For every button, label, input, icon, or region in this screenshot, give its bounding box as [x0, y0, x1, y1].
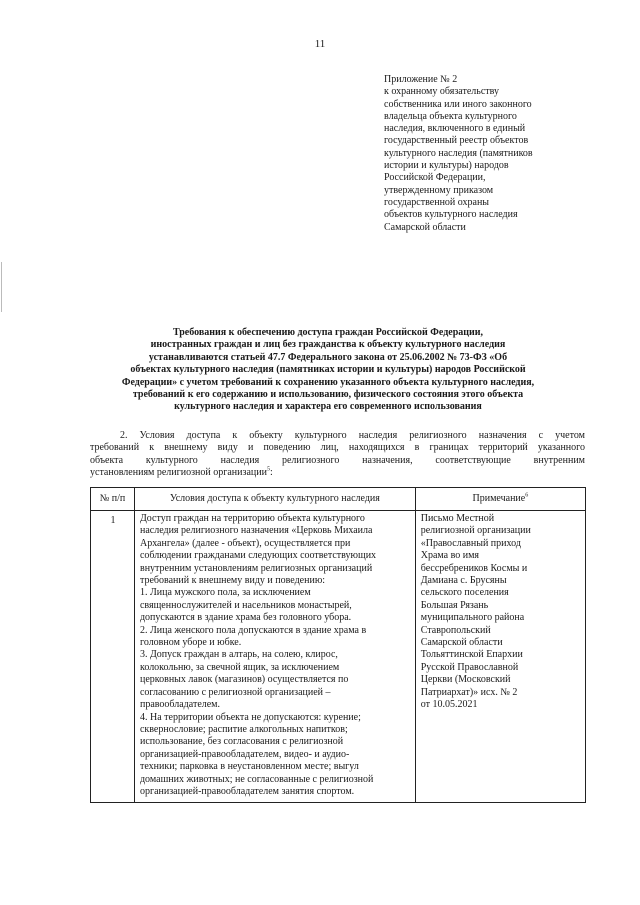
paragraph-line-text: требований к внешнему виду и поведению лиц, находящихся в границах территорий указанного — [90, 442, 585, 454]
condition-line: согласованию с религиозной организацией – — [139, 686, 331, 698]
appendix-line: собственника или иного законного — [384, 98, 532, 110]
note-line: религиозной организации — [420, 525, 531, 537]
paragraph-line — [90, 442, 585, 454]
appendix-line: утвержденному приказом — [384, 184, 494, 196]
row-note — [416, 511, 585, 716]
heading-line: устанавливаются статьей 47.7 Федерального закона от 25.06.2002 № 73-ФЗ «Об — [148, 351, 508, 363]
condition-line: соблюдении гражданами следующих соответствующих — [139, 550, 377, 562]
appendix-line: объектов культурного наследия — [384, 209, 518, 221]
header-note — [415, 488, 585, 511]
condition-line: 4. На территории объекта не допускаются: курение; — [139, 711, 361, 723]
paragraph-line — [90, 467, 585, 479]
condition-line: 1. Лица мужского пола, за исключением — [139, 587, 311, 599]
heading-line: иностранных граждан и лиц без гражданства к объекту культурного наследия — [150, 339, 506, 351]
appendix-line: к охранному обязательству — [384, 86, 500, 98]
appendix-line: государственной охраны — [384, 196, 490, 208]
paragraph-line-text: 2. Условия доступа к объекту культурного наследия религиозного назначения с учетом — [120, 430, 585, 441]
condition-line: внутренним установлениям религиозных организаций — [139, 562, 373, 574]
appendix-line: Самарской области — [384, 221, 466, 233]
paragraph-line-text: установлениям религиозной организации — [90, 467, 267, 479]
header-note-footnote: 6 — [525, 492, 529, 499]
note-line: Тольяттинской Епархии — [420, 649, 523, 661]
appendix-line: Российской Федерации, — [384, 172, 486, 184]
paragraph-end: : — [269, 467, 273, 479]
page-number: 11 — [314, 38, 326, 50]
appendix-line: истории и культуры) народов — [384, 160, 509, 172]
appendix-line: наследия, включенного в единый — [384, 123, 526, 135]
condition-line: церковных лавок (магазинов) осуществляется по — [139, 674, 349, 686]
paragraph-footnote: 5 — [266, 466, 270, 473]
table-header-row — [91, 488, 586, 511]
condition-line: требований к внешнему виду и поведению: — [139, 575, 326, 587]
condition-line: использование, без согласования с религиозной — [139, 736, 344, 748]
heading-line: культурного наследия и характера его современного использования — [174, 401, 482, 413]
condition-line: Доступ граждан на территорию объекта культурного — [139, 513, 365, 524]
paragraph-line-text: объекта культурного наследия религиозного назначения, соответствующие внутренним — [90, 454, 585, 466]
heading-line: Требования к обеспечению доступа граждан Российской Федерации, — [172, 327, 484, 338]
condition-line: организацией-правообладателем занятия спортом. — [139, 785, 355, 797]
condition-line: 3. Допуск граждан в алтарь, на солею, клирос, — [139, 649, 338, 661]
note-line: Самарской области — [420, 637, 503, 649]
paragraph-line — [90, 455, 585, 467]
document-heading — [100, 327, 556, 414]
condition-line: техники; парковка в неустановленном месте; выгул — [139, 761, 359, 773]
condition-line: допускаются в здание храма без головного убора. — [139, 612, 352, 624]
heading-line: требований к его содержанию и использованию, физического состояния этого объекта — [132, 389, 524, 401]
condition-line: наследия религиозного назначения «Церковь Михаила — [139, 525, 373, 537]
note-line: сельского поселения — [420, 587, 509, 599]
header-note-label: Примечание — [472, 492, 526, 504]
note-line: от 10.05.2021 — [420, 699, 478, 711]
condition-line: 2. Лица женского пола допускаются в здание храма в — [139, 624, 367, 636]
note-line: Большая Рязань — [420, 599, 489, 611]
row-num-cell — [91, 511, 135, 803]
row-num: 1 — [110, 515, 116, 526]
note-line: «Православный приход — [420, 537, 521, 549]
note-line: муниципального района — [420, 612, 525, 624]
condition-line: организацией-правообладателем, видео- и аудио- — [139, 748, 350, 760]
condition-line: сквернословие; распитие алкогольных напитков; — [139, 723, 348, 735]
note-line: Письмо Местной — [420, 513, 495, 524]
note-line: Патриархат)» исх. № 2 — [420, 686, 518, 698]
condition-line: головном уборе и юбке. — [139, 637, 242, 649]
row-conditions — [135, 511, 415, 802]
note-line: Ставропольский — [420, 624, 491, 636]
condition-line: колокольню, за свечной ящик, за исключением — [139, 661, 340, 673]
scan-margin-mark — [1, 262, 2, 312]
header-conditions: Условия доступа к объекту культурного наследия — [134, 488, 415, 511]
condition-line: правообладателем. — [139, 699, 221, 711]
note-line: Храма во имя — [420, 550, 480, 562]
appendix-line: культурного наследия (памятников — [384, 147, 533, 159]
appendix-line: государственный реестр объектов — [384, 135, 529, 147]
appendix-line: Приложение № 2 — [384, 74, 458, 85]
row-note-cell — [415, 511, 585, 803]
condition-line: домашних животных; не согласованные с религиозной — [139, 773, 374, 785]
table-row — [91, 511, 586, 803]
note-line: Русской Православной — [420, 661, 519, 673]
header-num: № п/п — [91, 488, 135, 511]
heading-line: объектах культурного наследия (памятниках истории и культуры) народов Российской — [130, 364, 526, 376]
conditions-table — [90, 487, 586, 803]
condition-line: священнослужителей и насельников монастырей, — [139, 599, 352, 611]
paragraph-line — [90, 430, 585, 442]
condition-line: Архангела» (далее - объект), осуществляется при — [139, 537, 351, 549]
heading-line: Федерации» с учетом требований к сохранению указанного объекта культурного наследия, — [121, 376, 535, 388]
note-line: бессребреников Космы и — [420, 562, 528, 574]
note-line: Дамиана с. Брусяны — [420, 575, 507, 587]
appendix-line: владельца объекта культурного — [384, 110, 517, 122]
row-conditions-cell — [134, 511, 415, 803]
conditions-paragraph — [90, 430, 585, 480]
appendix-header — [384, 74, 614, 234]
note-line: Церкви (Московский — [420, 674, 511, 686]
